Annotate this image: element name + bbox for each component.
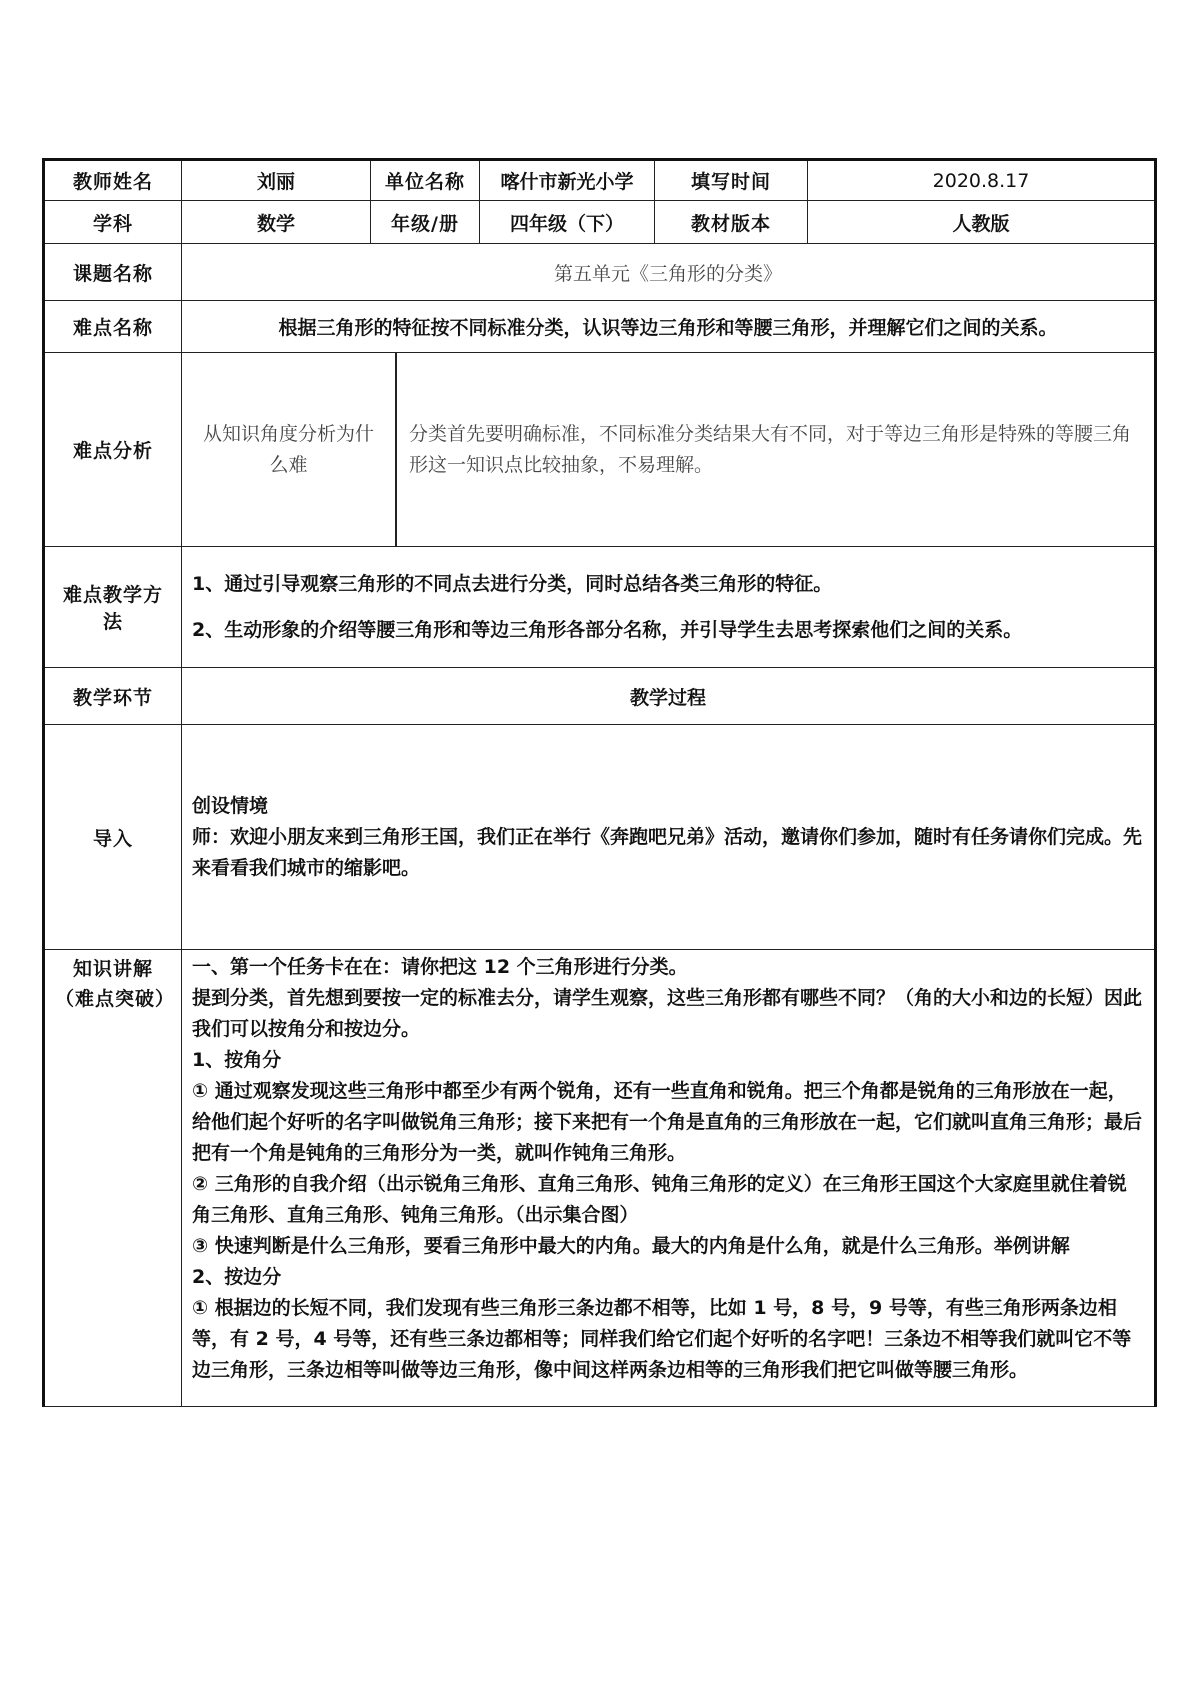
topic-value: 第五单元《三角形的分类》 bbox=[182, 244, 1156, 301]
difficulty-value: 根据三角形的特征按不同标准分类，认识等边三角形和等腰三角形，并理解它们之间的关系。 bbox=[182, 301, 1156, 353]
method-label: 难点教学方法 bbox=[44, 547, 182, 668]
edition-label: 教材版本 bbox=[655, 201, 808, 244]
intro-title: 创设情境 bbox=[192, 794, 269, 817]
knowledge-label: 知识讲解 bbox=[72, 958, 153, 980]
unit-name-label: 单位名称 bbox=[371, 160, 480, 201]
header-row-1 bbox=[44, 160, 1156, 201]
topic-label: 课题名称 bbox=[44, 244, 182, 301]
difficulty-label: 难点名称 bbox=[44, 301, 182, 353]
process-label: 教学过程 bbox=[182, 668, 1156, 725]
analysis-value: 分类首先要明确标准，不同标准分类结果大有不同，对于等边三角形是特殊的等腰三角形这一知识点比较抽象，不易理解。 bbox=[409, 422, 1132, 476]
knowledge-sub-label: （难点突破） bbox=[55, 988, 176, 1010]
subject-label: 学科 bbox=[44, 201, 182, 244]
knowledge-paragraph: ① 通过观察发现这些三角形中都至少有两个锐角，还有一些直角和锐角。把三个角都是锐角的三角形放在一起，给他们起个好听的名字叫做锐角三角形；接下来把有一个角是直角的三角形放在一起，它们就叫直角三角形；最后把有一个角是钝角的三角形分为一类，就叫作钝角三角形。 bbox=[192, 1080, 1143, 1164]
lesson-plan-form bbox=[42, 158, 1154, 1407]
lesson-plan-table bbox=[42, 158, 1157, 1407]
method-item-1: 1、通过引导观察三角形的不同点去进行分类，同时总结各类三角形的特征。 bbox=[192, 573, 833, 595]
topic-row bbox=[44, 244, 1156, 301]
subject-value: 数学 bbox=[182, 201, 371, 244]
knowledge-row bbox=[44, 950, 1156, 1407]
grade-value: 四年级（下） bbox=[480, 201, 655, 244]
header-row-2 bbox=[44, 201, 1156, 244]
intro-label: 导入 bbox=[44, 725, 182, 950]
knowledge-paragraph: ③ 快速判断是什么三角形，要看三角形中最大的内角。最大的内角是什么角，就是什么三角形。举例讲解 bbox=[192, 1235, 1070, 1257]
knowledge-paragraph: 提到分类，首先想到要按一定的标准去分，请学生观察，这些三角形都有哪些不同？（角的大小和边的长短）因此我们可以按角分和按边分。 bbox=[192, 987, 1143, 1040]
process-header-row bbox=[44, 668, 1156, 725]
section-label: 教学环节 bbox=[44, 668, 182, 725]
intro-text: 师：欢迎小朋友来到三角形王国，我们正在举行《奔跑吧兄弟》活动，邀请你们参加，随时有任务请你们完成。先来看看我们城市的缩影吧。 bbox=[192, 825, 1143, 879]
analysis-label: 难点分析 bbox=[44, 353, 182, 547]
knowledge-paragraph: ② 三角形的自我介绍（出示锐角三角形、直角三角形、钝角三角形的定义）在三角形王国这个大家庭里就住着锐角三角形、直角三角形、钝角三角形。（出示集合图） bbox=[192, 1173, 1127, 1226]
difficulty-row bbox=[44, 301, 1156, 353]
teacher-name-label: 教师姓名 bbox=[44, 160, 182, 201]
knowledge-paragraph: ① 根据边的长短不同，我们发现有些三角形三条边都不相等，比如 1 号，8 号，9 号等，有些三角形两条边相等，有 2 号，4 号等，还有些三条边都相等；同样我们给它们起个好听的名字吧！三条边不相等我们就叫它不等边三角形，三条边相等叫做等边三角形，像中间这样两条边相等的三角形我们把它叫做等腰三角形。 bbox=[192, 1297, 1132, 1381]
method-row bbox=[44, 547, 1156, 668]
knowledge-paragraph: 2、按边分 bbox=[192, 1266, 282, 1288]
unit-name-value: 喀什市新光小学 bbox=[480, 160, 655, 201]
teacher-name-value: 刘丽 bbox=[182, 160, 371, 201]
grade-label: 年级/册 bbox=[371, 201, 480, 244]
method-item-2: 2、生动形象的介绍等腰三角形和等边三角形各部分名称，并引导学生去思考探索他们之间的关系。 bbox=[192, 619, 1023, 641]
knowledge-paragraph: 1、按角分 bbox=[192, 1049, 282, 1071]
knowledge-paragraph: 一、第一个任务卡在在：请你把这 12 个三角形进行分类。 bbox=[192, 956, 688, 978]
analysis-sub-label: 从知识角度分析为什么难 bbox=[182, 353, 397, 546]
intro-row bbox=[44, 725, 1156, 950]
fill-date-label: 填写时间 bbox=[655, 160, 808, 201]
analysis-row bbox=[44, 353, 1156, 547]
edition-value: 人教版 bbox=[808, 201, 1156, 244]
fill-date-value: 2020.8.17 bbox=[808, 160, 1156, 201]
